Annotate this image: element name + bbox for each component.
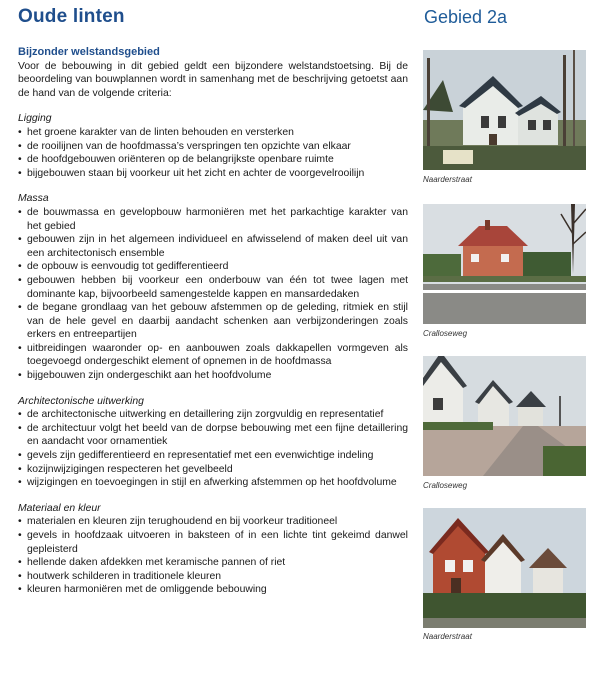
criteria-list [18, 206, 408, 383]
photo-naarderstraat-villa [423, 50, 586, 170]
list-item: • de architectuur volgt het beeld van de dorpse bebouwing met een fijne detaillering en aandacht voor ornamentiek [18, 422, 408, 449]
section-ligging [18, 112, 408, 180]
section-massa [18, 192, 408, 382]
list-item: • de architectonische uitwerking en detaillering zijn zorgvuldig en representatief [18, 408, 408, 422]
intro-heading: Bijzonder welstandsgebied [18, 46, 160, 58]
section-title: Massa [18, 193, 49, 205]
list-item: • bijgebouwen zijn ondergeschikt aan het hoofdvolume [18, 369, 408, 383]
section-materiaal-en-kleur [18, 502, 408, 597]
list-item: • hellende daken afdekken met keramische pannen of riet [18, 556, 408, 570]
section-title: Materiaal en kleur [18, 502, 101, 514]
photo-caption: Naarderstraat [423, 632, 472, 641]
photo-caption: Naarderstraat [423, 175, 472, 184]
list-item: • de begane grondlaag van het gebouw afstemmen op de geleding, ritmiek en stijl van de hele gevel en daarbij aandacht schenken aan verbijzonderingen zoals erkers en entreepartijen [18, 301, 408, 342]
page-title: Oude linten [18, 6, 125, 27]
list-item: • gevels in hoofdzaak uitvoeren in baksteen of in een lichte tint gekeimd danwel gepleisterd [18, 529, 408, 556]
list-item: • kozijnwijzigingen respecteren het gevelbeeld [18, 463, 408, 477]
list-item: • uitbreidingen waaronder op- en aanbouwen zoals dakkapellen vormgeven als toegevoegd ondergeschikt element of opnemen in de hoofdmassa [18, 342, 408, 369]
list-item: • de bouwmassa en gevelopbouw harmoniëren met het parkachtige karakter van het gebied [18, 206, 408, 233]
criteria-list [18, 126, 408, 180]
criteria-list [18, 515, 408, 597]
section-architectonische-uitwerking [18, 395, 408, 490]
intro-text: Voor de bebouwing in dit gebied geldt een bijzondere welstandstoetsing. Bij de beoordeling van bouwplannen wordt in samenhang met de beschrijving getoetst aan de hand van de volgende criteria: [18, 60, 408, 99]
list-item: • de opbouw is eenvoudig tot gedifferentieerd [18, 260, 408, 274]
list-item: • de hoofdgebouwen oriënteren op de belangrijkste openbare ruimte [18, 153, 408, 167]
photo-naarderstraat-brick [423, 508, 586, 628]
list-item: • bijgebouwen staan bij voorkeur uit het zicht en achter de voorgevelrooilijn [18, 167, 408, 181]
list-item: • gebouwen zijn in het algemeen individueel en afwisselend of maken deel uit van een architectonisch ensemble [18, 233, 408, 260]
list-item: • houtwerk schilderen in traditionele kleuren [18, 570, 408, 584]
photo-caption: Cralloseweg [423, 329, 468, 338]
section-title: Architectonische uitwerking [18, 395, 144, 407]
area-label: Gebied 2a [424, 7, 508, 27]
photo-caption: Cralloseweg [423, 481, 468, 490]
list-item: • materialen en kleuren zijn terughoudend en bij voorkeur traditioneel [18, 515, 408, 529]
list-item: • gevels zijn gedifferentieerd en representatief met een evenwichtige indeling [18, 449, 408, 463]
photo-cralloseweg-house [423, 204, 586, 324]
criteria-content [18, 46, 408, 597]
photo-cralloseweg-street [423, 356, 586, 476]
list-item: • kleuren harmoniëren met de omliggende bebouwing [18, 583, 408, 597]
list-item: • de rooilijnen van de hoofdmassa’s verspringen ten opzichte van elkaar [18, 140, 408, 154]
section-title: Ligging [18, 113, 52, 125]
list-item: • het groene karakter van de linten behouden en versterken [18, 126, 408, 140]
criteria-list [18, 408, 408, 490]
list-item: • wijzigingen en toevoegingen in stijl en afwerking afstemmen op het hoofdvolume [18, 476, 408, 490]
list-item: • gebouwen hebben bij voorkeur een onderbouw van één tot twee lagen met dominante kap, bijvoorbeeld samengestelde kappen en mansardedaken [18, 274, 408, 301]
